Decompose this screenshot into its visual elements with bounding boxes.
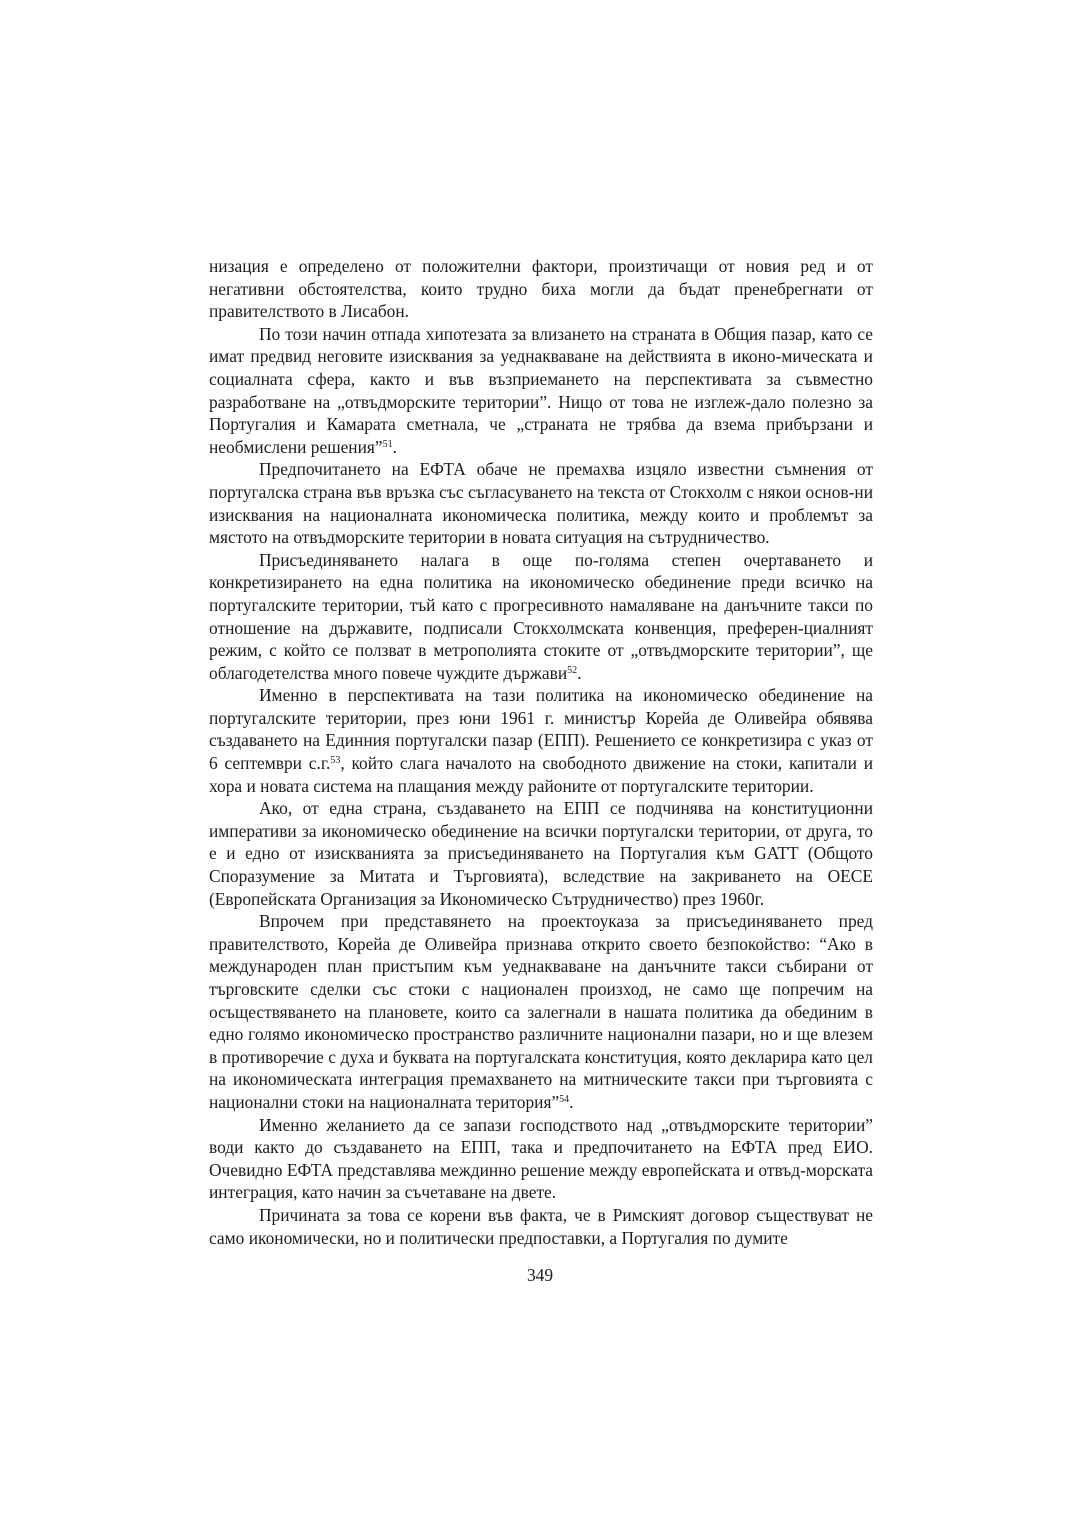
paragraph-8 <box>209 1114 873 1204</box>
page-number: 349 <box>526 1265 554 1285</box>
paragraph-text-end: . <box>577 662 582 683</box>
paragraph-7 <box>209 910 873 1113</box>
paragraph-5 <box>209 684 873 797</box>
footnote-ref-51: 51 <box>382 438 393 450</box>
paragraph-text-end: . <box>569 1091 574 1112</box>
paragraph-text: Впрочем при представянето на проектоуказа за присъединяването пред правителството, Корейа де Оливейра признава открито своето безпокойство: “Ако в международен план пристъпим към уеднакваване на данъчните такси събирани от търговските сделки със стоки с национален произход, не само ще попречим на осъществяването на плановете, които са залегнали в нашата политика да обединим в едно голямо икономическо пространство различните национални пазари, но и ще влезем в противоречие с духа и буквата на португалската конституция, която декларира като цел на икономическата интеграция премахването на митническите такси при търговията с национални стоки на националната територия” <box>209 911 873 1112</box>
paragraph-text: низация е определено от положителни фактори, произтичащи от новия ред и от негативни обстоятелства, които трудно биха могли да бъдат пренебрегнати от правителството в Лисабон. <box>209 256 873 322</box>
paragraph-2 <box>209 323 873 459</box>
footnote-ref-54: 54 <box>559 1093 570 1105</box>
footnote-ref-53: 53 <box>330 755 341 767</box>
paragraph-text-end: . <box>392 436 398 457</box>
footnote-ref-52: 52 <box>567 664 578 676</box>
paragraph-text: Присъединяването налага в още по-голяма степен очертаването и конкретизирането на една политика на икономическо обединение преди всичко на португалските територии, тъй като с прогресивното намаляване на данъчните такси по отношение на държавите, подписали Стокхолмската конвенция, преферен-циалният режим, с който се ползват в метрополията стоките от „отвъдморските територии”, ще облагодетелства много повече чуждите държави <box>209 549 873 683</box>
paragraph-6 <box>209 797 873 910</box>
paragraph-3 <box>209 458 873 548</box>
paragraph-text: Именно в перспективата на тази политика на икономическо обединение на португалските територии, през юни 1961 г. министър Корейа де Оливейра обявява създаването на Единния португалски пазар (ЕПП). Решението се конкретизира с указ от 6 септември с.г. <box>209 685 873 774</box>
paragraph-1 <box>209 255 873 323</box>
paragraph-text: Причината за това се корени във факта, че в Римският договор съществуват не само икономически, но и политически предпоставки, а Португалия по думите <box>209 1204 873 1248</box>
paragraph-9 <box>209 1204 873 1249</box>
paragraph-text: Предпочитането на ЕФТА обаче не премахва изцяло известни съмнения от португалска страна във връзка със съгласуването на текста от Стокхолм с някои основ-ни изисквания на националната икономическа политика, между които и проблемът за мястото на отвъдморските територии в новата ситуация на сътрудничество. <box>209 459 873 548</box>
body-text <box>209 255 873 1249</box>
paragraph-text-end: , който слага началото на свободното движение на стоки, капитали и хора и новата система на плащания между районите от португалските територии. <box>209 753 873 796</box>
paragraph-text: По този начин отпада хипотезата за влизането на страната в Общия пазар, като се имат предвид неговите изисквания за уеднакваване на действията в иконо-мическата и социалната сфера, както и във възприемането на перспективата за съвместно разработване на „отвъдморските територии”. Нищо от това не изглеж-дало полезно за Португалия и Камарата сметнала, че „страната не трябва да взема прибързани и необмислени решения” <box>209 323 873 457</box>
paragraph-4 <box>209 549 873 685</box>
paragraph-text: Именно желанието да се запази господството над „отвъдморските територии” води както до създаването на ЕПП, така и предпочитането на ЕФТА пред ЕИО. Очевидно ЕФТА представлява междинно решение между европейската и отвъд-морската интеграция, като начин за съчетаване на двете. <box>209 1114 873 1203</box>
paragraph-text: Ако, от една страна, създаването на ЕПП се подчинява на конституционни императиви за икономическо обединение на всички португалски територии, от друга, то е и едно от изискванията за присъединяването на Португалия към GATT (Общото Споразумение за Митата и Търговията), вследствие на закриването на ОЕСЕ (Европейската Организация за Икономическо Сътрудничество) през 1960г. <box>209 798 873 909</box>
